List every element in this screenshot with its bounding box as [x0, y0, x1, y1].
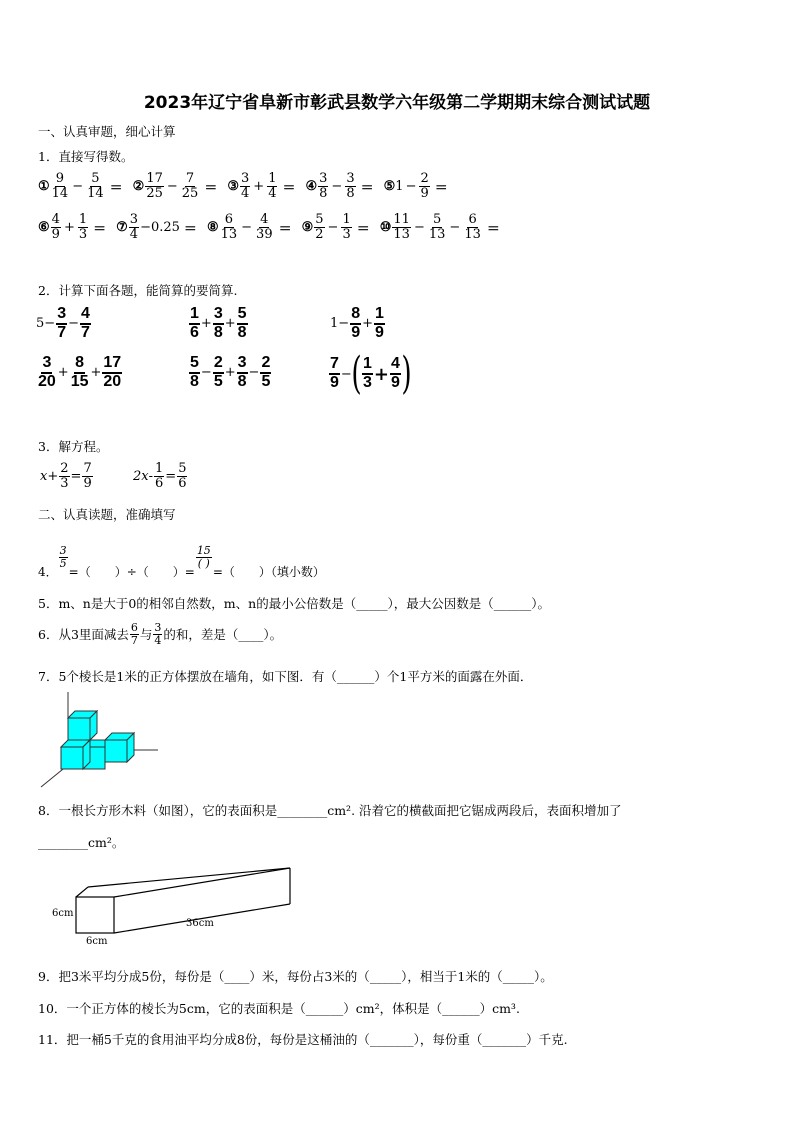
page-title: 2023年辽宁省阜新市彰武县数学六年级第二学期期末综合测试试题: [143, 93, 651, 113]
q6: 6．从3里面减去 $\frac{6}{7}$ 与 $\frac{3}{4}$ 的和，差是（____）。: [38, 621, 283, 647]
item-mark: ⑧: [206, 219, 219, 235]
q2-expr-4: $\frac{3}{20}$ + $\frac{8}{15}$ + $\frac{17}{20}$: [38, 354, 122, 390]
q11: 11．把一桶5千克的食用油平均分成8份，每份是这桶油的（_______），每份重（_______）千克.: [38, 1032, 568, 1047]
q4: 4． $\frac{3}{5}$ =（ ）÷（ ）= $\frac{15}{( )}$ =（ ）（填小数）: [38, 544, 325, 579]
q2-expr-5: $\frac{5}{8}$ − $\frac{2}{5}$ + $\frac{3}{8}$ − $\frac{2}{5}$: [190, 354, 271, 390]
q9: 9．把3米平均分成5份，每份是（____）米，每份占3米的（_____），相当于1米的（_____）。: [38, 969, 553, 984]
q10: 10．一个正方体的棱长为5cm，它的表面积是（______）cm²，体积是（______）cm³.: [38, 1001, 520, 1016]
fraction: $\frac{5}{2}$: [315, 212, 324, 242]
item-mark: ⑤: [383, 178, 396, 194]
q3-equation-1: x + $\frac{2}{3}$ = $\frac{7}{9}$: [40, 461, 92, 491]
q2-expr-2: $\frac{1}{6}$ + $\frac{3}{8}$ + $\frac{5}{8}$: [190, 305, 247, 341]
wood-beam-figure: [50, 862, 300, 952]
height-label: 6cm: [52, 908, 74, 919]
fraction: $\frac{6}{13}$: [464, 212, 481, 242]
item-mark: ②: [132, 178, 145, 194]
fraction: $\frac{1}{3}$: [342, 212, 351, 242]
item-mark: ⑥: [38, 219, 50, 235]
fraction: $\frac{11}{13}$: [393, 212, 410, 242]
item-mark: ⑦: [116, 219, 128, 235]
fraction: $\frac{4}{39}$: [256, 212, 273, 242]
q2-expr-1: 5 − $\frac{3}{7}$ − $\frac{4}{7}$: [36, 305, 90, 341]
item-mark: ④: [305, 178, 318, 194]
fraction: $\frac{5}{14}$: [87, 171, 104, 201]
q1-label: 1．直接写得数。: [38, 149, 134, 164]
fraction: $\frac{1}{3}$: [78, 212, 88, 242]
item-mark: ①: [38, 178, 50, 194]
fraction: $\frac{1}{4}$: [268, 171, 277, 201]
q3-equation-2: 2x - $\frac{1}{6}$ = $\frac{5}{6}$: [133, 461, 187, 491]
fraction: $\frac{3}{4}$: [129, 212, 139, 242]
q3-label: 3．解方程。: [38, 439, 109, 454]
q8-line-2: ________cm²。: [38, 835, 125, 850]
section-1-heading: 一、认真审题，细心计算: [38, 124, 176, 139]
fraction: $\frac{5}{13}$: [428, 212, 446, 242]
q1-row-2: ⑥ $\frac{4}{9}$ + $\frac{1}{3}$ ＝ ⑦ $\frac{3}{4}$ −0.25 ＝ ⑧ $\frac{6}{13}$ − $\frac{4}{39}$ ＝ ⑨ $\frac{5}{2}$ − $\frac{1}{3}$ ＝ ⑩ $\frac{11}{13}$ − $\frac{5}{13}$ − $\frac{6}{13}$ ＝: [38, 212, 500, 242]
length-label: 36cm: [186, 918, 214, 929]
q2-expr-3: 1 − $\frac{8}{9}$ + $\frac{1}{9}$: [330, 305, 384, 341]
item-mark: ③: [227, 178, 239, 194]
q2-expr-6: $\frac{7}{9}$ − ( $\frac{1}{3}$ + $\frac{4}{9}$ ): [330, 348, 412, 399]
fraction: $\frac{7}{25}$: [181, 171, 199, 201]
fraction: $\frac{3}{8}$: [346, 171, 355, 201]
item-mark: ⑨: [301, 219, 314, 235]
fraction: $\frac{9}{14}$: [51, 171, 69, 201]
section-2-heading: 二、认真读题，准确填写: [38, 507, 176, 522]
q8-line-1: 8．一根长方形木料（如图），它的表面积是________cm². 沿着它的横截面把它锯成两段后，表面积增加了: [38, 803, 622, 818]
fraction: $\frac{6}{13}$: [220, 212, 238, 242]
q5: 5．m、n是大于0的相邻自然数，m、n的最小公倍数是（_____），最大公因数是（______）。: [38, 596, 550, 611]
fraction: $\frac{3}{8}$: [319, 171, 328, 201]
width-label: 6cm: [86, 936, 108, 947]
fraction: $\frac{2}{9}$: [420, 171, 429, 201]
item-mark: ⑩: [379, 219, 392, 235]
q7: 7．5个棱长是1米的正方体摆放在墙角，如下图．有（______）个1平方米的面露在外面．: [38, 669, 533, 684]
fraction: $\frac{4}{9}$: [51, 212, 60, 242]
q2-label: 2．计算下面各题，能简算的要简算.: [38, 283, 238, 298]
cubes-figure: [38, 690, 163, 790]
q1-row-1: ① $\frac{9}{14}$ − $\frac{5}{14}$ ＝ ② $\frac{17}{25}$ − $\frac{7}{25}$ ＝ ③ $\frac{3}{4}$ + $\frac{1}{4}$ ＝ ④ $\frac{3}{8}$ − $\frac{3}{8}$ ＝ ⑤ 1 − $\frac{2}{9}$ ＝: [38, 171, 448, 201]
fraction: $\frac{17}{25}$: [146, 171, 163, 201]
fraction: $\frac{3}{4}$: [241, 171, 250, 201]
